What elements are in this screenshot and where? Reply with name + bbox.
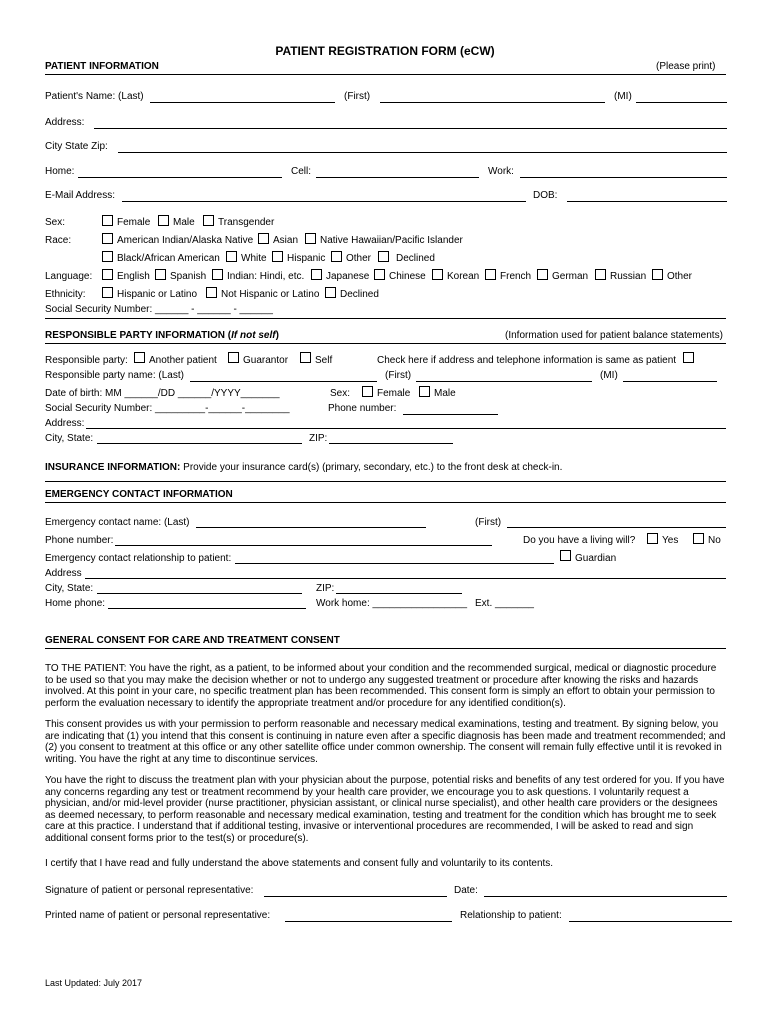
race-other-checkbox[interactable] bbox=[331, 251, 342, 262]
lang-chinese-label: Chinese bbox=[389, 271, 426, 282]
emergency-first-name-field[interactable] bbox=[507, 527, 726, 528]
responsible-last-name-label: Responsible party name: (Last) bbox=[45, 370, 184, 381]
emergency-last-name-label: Emergency contact name: (Last) bbox=[45, 517, 190, 528]
lang-french-checkbox[interactable] bbox=[485, 269, 496, 280]
last-updated-footer: Last Updated: July 2017 bbox=[45, 978, 143, 988]
cell-phone-label: Cell: bbox=[291, 166, 312, 177]
responsible-mi-label: (MI) bbox=[600, 370, 618, 381]
emergency-zip-label: ZIP: bbox=[316, 583, 335, 594]
race-native-hawaiian-label: Native Hawaiian/Pacific Islander bbox=[320, 235, 463, 246]
guardian-label: Guardian bbox=[575, 553, 617, 564]
ethnicity-declined-checkbox[interactable] bbox=[325, 287, 336, 298]
lang-russian-label: Russian bbox=[610, 271, 647, 282]
emergency-last-name-field[interactable] bbox=[196, 527, 426, 528]
responsible-sex-label: Sex: bbox=[330, 388, 351, 399]
sex-male-checkbox[interactable] bbox=[158, 215, 169, 226]
consent-paragraph-4: I certify that I have read and fully understand the above statements and consent fully and voluntarily to its contents. bbox=[45, 858, 554, 869]
responsible-first-name-field[interactable] bbox=[416, 381, 592, 382]
section-divider bbox=[45, 648, 726, 649]
emergency-city-state-label: City, State: bbox=[45, 583, 94, 594]
work-phone-label: Work: bbox=[488, 166, 514, 177]
consent-paragraph-2: This consent provides us with your permission to perform reasonable and necessary medical examinations, testing and treatment. By signing below, you are indicating that (1) you intend that this consent is continuing in nature even after a specific diagnosis has been made and treatment recommended; and (2) you consent to treatment at this office or any other satellite office under common ownership. The consent will remain fully effective until it is revoked in writing. You have the right at any time to discontinue services. bbox=[45, 719, 726, 765]
patient-last-name-label: Patient's Name: (Last) bbox=[45, 91, 144, 102]
race-black-label: Black/African American bbox=[117, 253, 220, 264]
race-white-checkbox[interactable] bbox=[226, 251, 237, 262]
signature-label: Signature of patient or personal representative: bbox=[45, 885, 254, 896]
ethnicity-hispanic-checkbox[interactable] bbox=[102, 287, 113, 298]
race-american-indian-label: American Indian/Alaska Native bbox=[117, 235, 254, 246]
living-will-label: Do you have a living will? bbox=[523, 535, 636, 546]
lang-russian-checkbox[interactable] bbox=[595, 269, 606, 280]
sex-male-label: Male bbox=[173, 217, 195, 228]
patient-first-name-label: (First) bbox=[344, 91, 371, 102]
section-divider bbox=[45, 318, 726, 319]
emergency-relationship-label: Emergency contact relationship to patient: bbox=[45, 553, 232, 564]
consent-paragraph-1: TO THE PATIENT: You have the right, as a patient, to be informed about your condition and the recommended surgical, medical or diagnostic procedure to be used so that you may make the decision whether or not to undergo any suggested treatment or procedure after knowing the risks and hazards involved. At this point in your care, no specific treatment plan has been recommended. This consent form is simply an effort to obtain your permission to perform the evaluation necessary to identify the appropriate treatment and/or procedure for any identified condition(s). bbox=[45, 663, 717, 709]
patient-city-state-zip-label: City State Zip: bbox=[45, 141, 108, 152]
language-label: Language: bbox=[45, 271, 93, 282]
patient-mi-field[interactable] bbox=[636, 102, 727, 103]
emergency-first-name-label: (First) bbox=[475, 517, 502, 528]
ethnicity-label: Ethnicity: bbox=[45, 289, 86, 300]
race-declined-label: Declined bbox=[396, 253, 435, 264]
patient-city-state-zip-field[interactable] bbox=[118, 152, 727, 153]
printed-name-field[interactable] bbox=[285, 921, 452, 922]
living-will-no-checkbox[interactable] bbox=[693, 533, 704, 544]
emergency-address-field[interactable] bbox=[85, 578, 726, 579]
race-declined-checkbox[interactable] bbox=[378, 251, 389, 262]
email-field[interactable] bbox=[122, 201, 526, 202]
emergency-home-phone-label: Home phone: bbox=[45, 598, 106, 609]
emergency-ext-field[interactable]: Ext. _______ bbox=[475, 598, 534, 609]
patient-first-name-field[interactable] bbox=[380, 102, 605, 103]
responsible-first-name-label: (First) bbox=[385, 370, 412, 381]
ethnicity-not-hispanic-checkbox[interactable] bbox=[206, 287, 217, 298]
section-divider bbox=[45, 343, 726, 344]
ethnicity-hispanic-label: Hispanic or Latino bbox=[117, 289, 198, 300]
responsible-zip-field[interactable] bbox=[329, 443, 453, 444]
race-other-label: Other bbox=[346, 253, 372, 264]
consent-heading: GENERAL CONSENT FOR CARE AND TREATMENT CONSENT bbox=[45, 635, 340, 646]
sex-transgender-label: Transgender bbox=[218, 217, 275, 228]
signature-field[interactable] bbox=[264, 896, 447, 897]
lang-korean-checkbox[interactable] bbox=[432, 269, 443, 280]
patient-info-heading: PATIENT INFORMATION bbox=[45, 61, 159, 72]
patient-address-field[interactable] bbox=[94, 128, 727, 129]
lang-spanish-checkbox[interactable] bbox=[155, 269, 166, 280]
party-another-patient-checkbox[interactable] bbox=[134, 352, 145, 363]
dob-label: DOB: bbox=[533, 190, 558, 201]
guardian-checkbox[interactable] bbox=[560, 550, 571, 561]
section-divider bbox=[45, 74, 726, 75]
ethnicity-declined-label: Declined bbox=[340, 289, 379, 300]
responsible-phone-field[interactable] bbox=[403, 414, 498, 415]
sex-label: Sex: bbox=[45, 217, 66, 228]
lang-other-checkbox[interactable] bbox=[652, 269, 663, 280]
emergency-zip-field[interactable] bbox=[336, 593, 462, 594]
form-title: PATIENT REGISTRATION FORM (eCW) bbox=[275, 44, 495, 58]
email-label: E-Mail Address: bbox=[45, 190, 116, 201]
patient-address-label: Address: bbox=[45, 117, 85, 128]
responsible-zip-label: ZIP: bbox=[309, 433, 328, 444]
insurance-info: INSURANCE INFORMATION: Provide your insurance card(s) (primary, secondary, etc.) to the front desk at check-in. bbox=[45, 462, 563, 473]
date-field[interactable] bbox=[484, 896, 727, 897]
relationship-to-patient-label: Relationship to patient: bbox=[460, 910, 562, 921]
responsible-dob-field[interactable]: Date of birth: MM ______/DD ______/YYYY_______ bbox=[45, 388, 280, 399]
emergency-address-label: Address bbox=[45, 568, 82, 579]
living-will-no-label: No bbox=[708, 535, 721, 546]
race-asian-label: Asian bbox=[273, 235, 299, 246]
responsible-sex-female-checkbox[interactable] bbox=[362, 386, 373, 397]
race-native-hawaiian-checkbox[interactable] bbox=[305, 233, 316, 244]
patient-last-name-field[interactable] bbox=[150, 102, 335, 103]
emergency-phone-label: Phone number: bbox=[45, 535, 114, 546]
balance-statements-note: (Information used for patient balance statements) bbox=[505, 330, 723, 341]
patient-ssn-field[interactable]: Social Security Number: ______ - ______ - ______ bbox=[45, 304, 273, 315]
dob-field[interactable] bbox=[567, 201, 727, 202]
emergency-relationship-field[interactable] bbox=[235, 563, 554, 564]
responsible-mi-field[interactable] bbox=[623, 381, 717, 382]
lang-chinese-checkbox[interactable] bbox=[374, 269, 385, 280]
party-self-checkbox[interactable] bbox=[300, 352, 311, 363]
responsible-party-heading: RESPONSIBLE PARTY INFORMATION (If not self) bbox=[45, 330, 279, 341]
responsible-party-label: Responsible party: bbox=[45, 355, 128, 366]
emergency-city-state-field[interactable] bbox=[97, 593, 302, 594]
party-self-label: Self bbox=[315, 355, 333, 366]
lang-japanese-checkbox[interactable] bbox=[311, 269, 322, 280]
responsible-address-label: Address: bbox=[45, 418, 85, 429]
lang-french-label: French bbox=[500, 271, 532, 282]
responsible-sex-female-label: Female bbox=[377, 388, 411, 399]
lang-english-label: English bbox=[117, 271, 150, 282]
party-guarantor-checkbox[interactable] bbox=[228, 352, 239, 363]
sex-transgender-checkbox[interactable] bbox=[203, 215, 214, 226]
ethnicity-not-hispanic-label: Not Hispanic or Latino bbox=[221, 289, 320, 300]
party-guarantor-label: Guarantor bbox=[243, 355, 289, 366]
lang-japanese-label: Japanese bbox=[326, 271, 370, 282]
race-american-indian-checkbox[interactable] bbox=[102, 233, 113, 244]
patient-mi-label: (MI) bbox=[614, 91, 632, 102]
cell-phone-field[interactable] bbox=[316, 177, 479, 178]
lang-english-checkbox[interactable] bbox=[102, 269, 113, 280]
section-divider bbox=[45, 481, 726, 482]
same-address-label: Check here if address and telephone information is same as patient bbox=[377, 355, 677, 366]
responsible-city-state-label: City, State: bbox=[45, 433, 94, 444]
home-phone-field[interactable] bbox=[78, 177, 282, 178]
lang-german-checkbox[interactable] bbox=[537, 269, 548, 280]
emergency-phone-field[interactable] bbox=[115, 545, 492, 546]
race-hispanic-label: Hispanic bbox=[287, 253, 326, 264]
sex-female-label: Female bbox=[117, 217, 151, 228]
responsible-ssn-field[interactable]: Social Security Number: _________-______-________ bbox=[45, 403, 290, 414]
race-hispanic-checkbox[interactable] bbox=[272, 251, 283, 262]
section-divider bbox=[45, 502, 726, 503]
living-will-yes-checkbox[interactable] bbox=[647, 533, 658, 544]
responsible-sex-male-label: Male bbox=[434, 388, 456, 399]
race-white-label: White bbox=[241, 253, 267, 264]
printed-name-label: Printed name of patient or personal representative: bbox=[45, 910, 271, 921]
same-address-checkbox[interactable] bbox=[683, 352, 694, 363]
please-print-note: (Please print) bbox=[656, 61, 716, 72]
lang-indian-label: Indian: Hindi, etc. bbox=[227, 271, 305, 282]
work-phone-field[interactable] bbox=[520, 177, 727, 178]
responsible-last-name-field[interactable] bbox=[190, 381, 377, 382]
date-label: Date: bbox=[454, 885, 478, 896]
responsible-city-state-field[interactable] bbox=[97, 443, 302, 444]
sex-female-checkbox[interactable] bbox=[102, 215, 113, 226]
responsible-phone-label: Phone number: bbox=[328, 403, 397, 414]
race-label: Race: bbox=[45, 235, 72, 246]
responsible-sex-male-checkbox[interactable] bbox=[419, 386, 430, 397]
emergency-home-phone-field[interactable] bbox=[108, 608, 306, 609]
lang-korean-label: Korean bbox=[447, 271, 480, 282]
home-phone-label: Home: bbox=[45, 166, 75, 177]
responsible-address-field[interactable] bbox=[86, 428, 726, 429]
consent-paragraph-3: You have the right to discuss the treatment plan with your physician about the purpose, potential risks and benefits of any test ordered for you. If you have any concerns regarding any test or treatment recommend by your health care provider, we encourage you to ask questions. I voluntarily request a physician, and/or mid-level provider (nurse practitioner, physician assistant, or clinical nurse specialist), and other health care providers or the designees as deemed necessary, to perform reasonable and necessary medical examination, testing and treatment for the condition which has brought me to seek care at this practice. I understand that if additional testing, invasive or interventional procedures are recommended, I will be asked to read and sign additional consent forms prior to the test(s) or procedure(s). bbox=[45, 775, 725, 844]
race-asian-checkbox[interactable] bbox=[258, 233, 269, 244]
living-will-yes-label: Yes bbox=[662, 535, 679, 546]
relationship-to-patient-field[interactable] bbox=[569, 921, 732, 922]
emergency-work-phone-field[interactable]: Work home: _________________ bbox=[316, 598, 468, 609]
lang-indian-checkbox[interactable] bbox=[212, 269, 223, 280]
race-black-checkbox[interactable] bbox=[102, 251, 113, 262]
lang-german-label: German bbox=[552, 271, 589, 282]
lang-spanish-label: Spanish bbox=[170, 271, 207, 282]
emergency-contact-heading: EMERGENCY CONTACT INFORMATION bbox=[45, 489, 233, 500]
party-another-patient-label: Another patient bbox=[149, 355, 217, 366]
lang-other-label: Other bbox=[667, 271, 693, 282]
